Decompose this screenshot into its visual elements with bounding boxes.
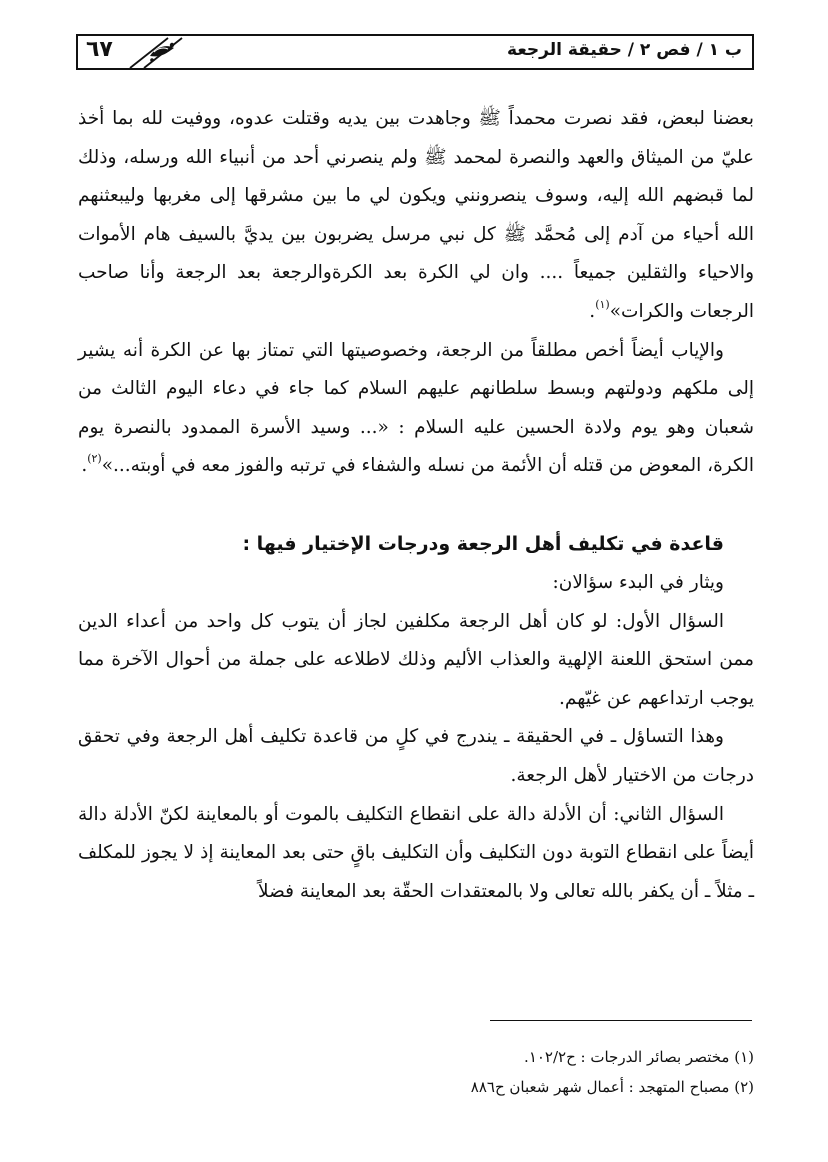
footnote-2: (٢) مصباح المتهجد : أعمال شهر شعبان ح٨٨٦: [470, 1078, 754, 1096]
paragraph-iyab: والإياب أيضاً أخص مطلقاً من الرجعة، وخصوصيتها التي تمتاز بها عن الكرة أنه يشير إلى ملكهم ودولتهم وبسط سلطانهم عليهم السلام كما جاء في دعاء اليوم الثالث من شعبان وهو يوم ولادة الحسين عليه السلام : «... وسيد الأسرة الممدود بالنصرة يوم الكرة، المعوض من قتله أن الأئمة من نسله والشفاء في ترتبه والفوز معه في أوبته...»$^{(٢)}$.: [78, 339, 754, 477]
ornament-icon: [128, 36, 186, 70]
paragraph-inquiry: وهذا التساؤل ـ في الحقيقة ـ يندرج في كلٍ من قاعدة تكليف أهل الرجعة وفي تحقق درجات من الاختيار لأهل الرجعة.: [78, 726, 754, 786]
header-right-border: [752, 34, 754, 70]
page-number: ٦٧: [86, 37, 113, 62]
footnote-ref-1[interactable]: (١): [595, 297, 610, 311]
paragraph-question-one: السؤال الأول: لو كان أهل الرجعة مكلفين لجاز أن يتوب كل واحد من أعداء الدين ممن استحق اللعنة الإلهية والعذاب الأليم وذلك لاطلاعه على جملة من أحوال الآخرة مما يوجب ارتداعهم عن غيّهم.: [78, 610, 754, 709]
paragraph-two-questions: ويثار في البدء سؤالان:: [552, 571, 724, 593]
running-title: ب ١ / فص ٢ / حقيقة الرجعة: [507, 40, 742, 60]
footnote-separator: [490, 1020, 752, 1021]
footnotes: [380, 1042, 754, 1102]
footnote-ref-2[interactable]: (٢): [87, 452, 102, 466]
section-heading: قاعدة في تكليف أهل الرجعة ودرجات الإختيار فيها :: [242, 532, 724, 555]
paragraph-quote-continuation: بعضنا لبعض، فقد نصرت محمداً ﷺ وجاهدت بين يديه وقتلت عدوه، ووفيت لله بما أخذ عليّ من الميثاق والعهد والنصرة لمحمد ﷺ ولم ينصرني أحد من أنبياء الله ورسله، وذلك لما قبضهم الله إليه، وسوف ينصرونني ويكون لي ما بين مشرقها إلى مغربها وليبعثنهم الله أحياء من آدم إلى مُحمَّد ﷺ كل نبي مرسل يضربون بين يديَّ بالسيف هام الأموات والاحياء والثقلين جميعاً .... وان لي الكرة بعد الكرةوالرجعة بعد الرجعة وأنا صاحب الرجعات والكرات»$^{(١)}$.: [78, 108, 754, 322]
header-left-border: [76, 34, 78, 70]
body-text: [78, 100, 754, 911]
footnote-1: (١) مختصر بصائر الدرجات : ح١٠٢/٢.: [524, 1048, 754, 1066]
paragraph-question-two: السؤال الثاني: أن الأدلة دالة على انقطاع التكليف بالموت أو بالمعاينة لكنّ الأدلة دالة أيضاً على انقطاع التوبة دون التكليف وأن التكليف باقٍ حتى بعد المعاينة إذ لا يجوز للمكلف ـ مثلاً ـ أن يكفر بالله تعالى ولا بالمعتقدات الحقّة بعد المعاينة فضلاً: [78, 803, 754, 902]
running-header: [76, 34, 754, 70]
